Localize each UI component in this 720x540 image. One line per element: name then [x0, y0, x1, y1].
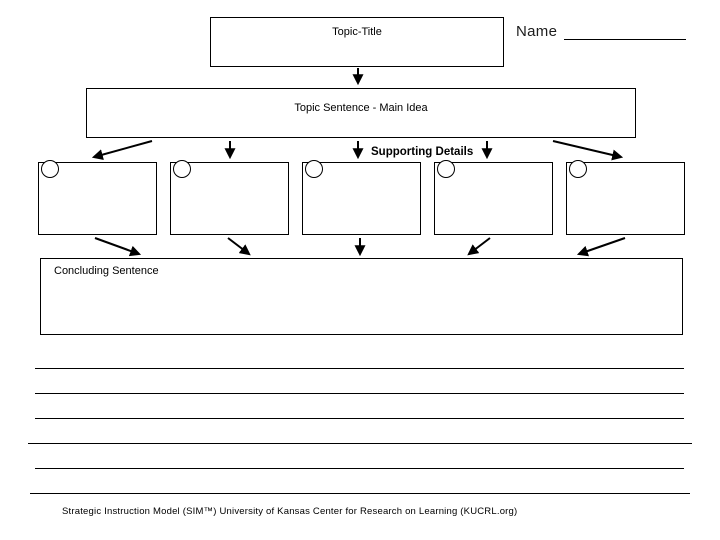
writing-line — [35, 368, 684, 369]
writing-line — [35, 418, 684, 419]
supporting-detail-box-2[interactable] — [170, 162, 289, 235]
supporting-detail-box-4[interactable] — [434, 162, 553, 235]
writing-line — [30, 493, 690, 494]
bullet-circle-icon — [305, 160, 323, 178]
name-blank-line[interactable] — [564, 22, 686, 40]
arrow-down-left-icon — [579, 238, 625, 254]
arrow-down-right-icon — [228, 238, 249, 254]
topic-sentence-box[interactable] — [86, 88, 636, 138]
topic-sentence-label: Topic Sentence - Main Idea — [294, 102, 428, 114]
bullet-circle-icon — [569, 160, 587, 178]
writing-line — [35, 468, 684, 469]
writing-line — [35, 393, 684, 394]
concluding-sentence-label: Concluding Sentence — [54, 265, 159, 277]
arrow-down-left-icon — [469, 238, 490, 254]
bullet-circle-icon — [41, 160, 59, 178]
supporting-detail-box-5[interactable] — [566, 162, 685, 235]
arrow-down-right-icon — [95, 238, 139, 254]
arrow-down-left-icon — [94, 141, 152, 157]
supporting-details-label: Supporting Details — [371, 146, 474, 158]
name-field — [516, 22, 686, 40]
supporting-detail-box-1[interactable] — [38, 162, 157, 235]
name-label: Name — [516, 23, 558, 40]
footer-attribution: Strategic Instruction Model (SIM™) University of Kansas Center for Research on Learning (KUCRL.org) — [62, 506, 518, 517]
bullet-circle-icon — [437, 160, 455, 178]
arrow-down-right-icon — [553, 141, 621, 157]
writing-line — [28, 443, 692, 444]
topic-title-label: Topic-Title — [332, 26, 382, 38]
topic-title-box[interactable] — [210, 17, 504, 67]
bullet-circle-icon — [173, 160, 191, 178]
supporting-detail-box-3[interactable] — [302, 162, 421, 235]
concluding-sentence-box[interactable] — [40, 258, 683, 335]
